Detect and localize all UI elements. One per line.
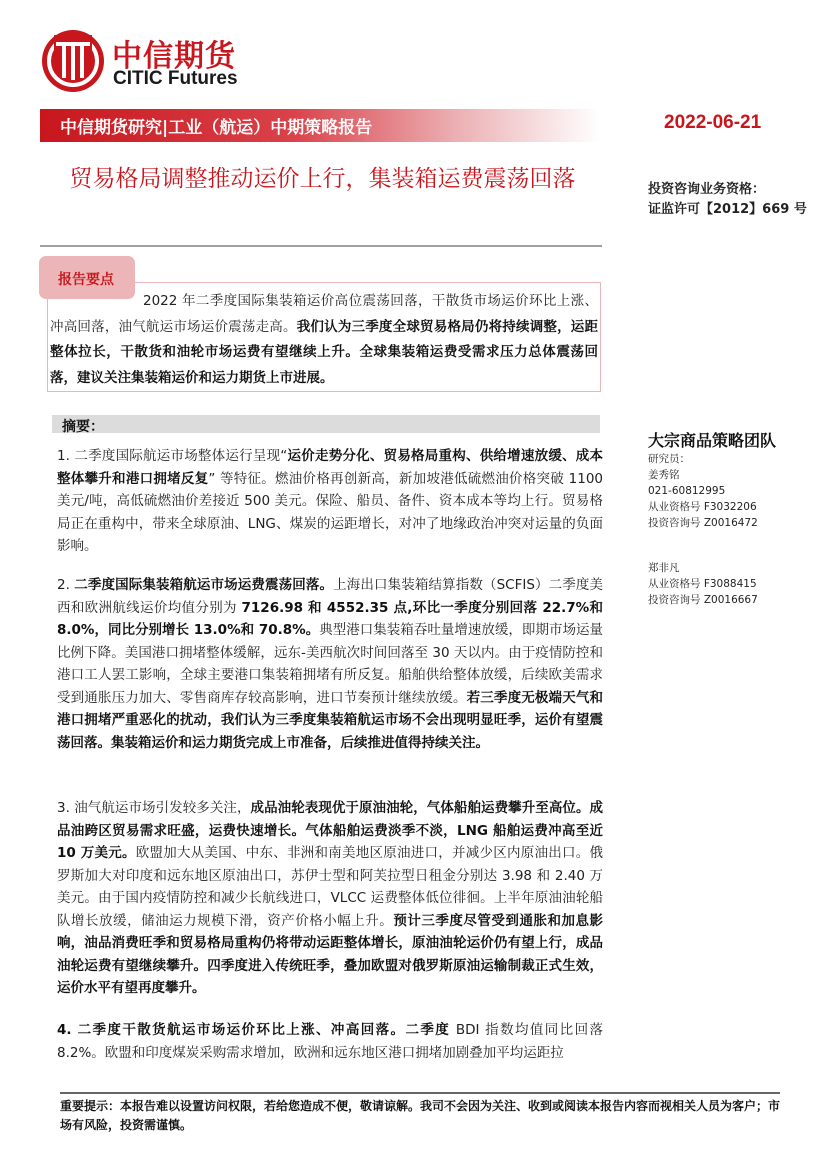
license-line-2: 证监许可【2012】669 号 [648, 202, 807, 217]
analyst-2-qualification: 从业资格号 F3088415 [648, 578, 757, 590]
p2-index: 2. [57, 577, 75, 593]
p4-highlight: 4. 二季度干散货航运市场运价环比上涨、冲高回落。二季度 [57, 1022, 451, 1038]
analyst-2-advisory-id: 投资咨询号 Z0016667 [648, 594, 758, 606]
p4-text: BDI 指数均值同比回落 8.2%。欧盟和印度煤炭采购需求增加，欧洲和远东地区港口拥堵加剧叠加平均运距拉 [57, 1022, 603, 1061]
title-divider [40, 245, 602, 247]
report-title: 贸易格局调整推动运价上行，集装箱运费震荡回落 [69, 166, 576, 192]
p1-text: 1. 二季度国际航运市场整体运行呈现“ [57, 448, 288, 464]
report-series-title: 中信期货研究|工业（航运）中期策略报告 [60, 118, 373, 138]
key-points-label: 报告要点 [58, 272, 114, 288]
citic-logo-icon [40, 28, 106, 94]
analyst-1-name: 姜秀铭 [648, 469, 680, 481]
key-points-text [50, 289, 598, 391]
abstract-label: 摘要： [62, 419, 104, 435]
key-points-view: 我们认为三季度全球贸易格局仍将持续调整，运距整体拉长，干散货和油轮市场运费有望继续上升。全球集装箱运费受需求压力总体震荡回落，建议关注集装箱运价和运力期货上市进展。 [50, 318, 599, 386]
license-info [648, 180, 807, 220]
license-line-1: 投资咨询业务资格： [648, 182, 766, 197]
p3-text-rest: 欧盟加大从美国、中东、非洲和南美地区原油进口，并减少区内原油出口。俄罗斯加大对印度和远东地区原油出口，苏伊士型和阿芙拉型日租金分别达 3.98 和 2.40 万美元。由于国内疫情防控和减少长航线进口，VLCC 运费整体低位徘徊。上半年原油油轮船队增长放缓，储油运力规模下滑，资产价格小幅上升。 [57, 845, 603, 929]
abstract-paragraph-1 [57, 445, 603, 558]
p2-figures: 7126.98 和 4552.35 点,环比一季度分别回落 22.7%和 8.0%，同比分别增长 13.0%和 70.8%。 [57, 599, 603, 638]
p3-text: 3. 油气航运市场引发较多关注， [57, 800, 251, 816]
p2-outlook: 若三季度无极端天气和港口拥堵严重恶化的扰动，我们认为三季度集装箱航运市场不会出现明显旺季，运价有望震荡回落。集装箱运价和运力期货完成上市准备，后续推进值得持续关注。 [57, 689, 604, 751]
brand-name-en: CITIC Futures [113, 68, 238, 89]
analyst-2-name: 郑非凡 [648, 562, 680, 574]
p1-highlight: 运价走势分化、贸易格局重构、供给增速放缓、成本整体攀升和港口拥堵反复 [57, 448, 604, 487]
key-points-summary: 2022 年二季度国际集装箱运价高位震荡回落，干散货市场运价环比上涨、冲高回落，油气航运市场运价震荡走高。 [50, 293, 598, 335]
p3-outlook: 预计三季度尽管受到通胀和加息影响，油品消费旺季和贸易格局重构仍将带动运距整体增长，原油油轮运价仍有望上行，成品油轮运费有望继续攀升。四季度进入传统旺季，叠加欧盟对俄罗斯原油运输制裁正式生效，运价水平有望再度攀升。 [57, 912, 604, 996]
analyst-1 [648, 451, 758, 531]
analyst-2 [648, 560, 758, 608]
p2-text-rest: 典型港口集装箱吞吐量增速放缓，即期市场运量比例下降。美国港口拥堵整体缓解，远东-美西航次时间回落至 30 天以内。由于疫情防控和港口工人罢工影响，全球主要港口集装箱拥堵有所反复。船舶供给整体放缓，后续欧美需求受到通胀压力加大、零售商库存较高影响，进口节奏预计继续放缓。 [57, 622, 604, 706]
footer-disclaimer: 重要提示：本报告难以设置访问权限，若给您造成不便，敬请谅解。我司不会因为关注、收到或阅读本报告内容而视相关人员为客户；市场有风险，投资需谨慎。 [60, 1099, 781, 1132]
abstract-paragraph-3 [57, 797, 603, 1000]
p2-highlight: 二季度国际集装箱航运市场运费震荡回落。 [74, 577, 334, 593]
p3-highlight: 成品油轮表现优于原油油轮，气体船舶运费攀升至高位。成品油跨区贸易需求旺盛，运费快速增长。气体船舶运费淡季不淡，LNG 船舶运费冲高至近 10 万美元。 [57, 800, 604, 861]
abstract-paragraph-4 [57, 1019, 603, 1064]
report-date: 2022-06-21 [664, 112, 762, 133]
p1-text-rest: ” 等特征。燃油价格再创新高，新加坡港低硫燃油价格突破 1100 美元/吨，高低硫燃油价差接近 500 美元。保险、船员、备件、资本成本等均上行。贸易格局正在重构中，带来全球原油、LNG、煤炭的运距增长，对冲了地缘政治冲突对运量的负面影响。 [57, 470, 604, 554]
p2-text: 上海出口集装箱结算指数（SCFIS）二季度美西和欧洲航线运价均值分别为 [57, 577, 604, 616]
abstract-paragraph-2 [57, 574, 603, 754]
analyst-1-phone: 021-60812995 [648, 485, 726, 497]
analyst-1-qualification: 从业资格号 F3032206 [648, 501, 757, 513]
analyst-1-advisory-id: 投资咨询号 Z0016472 [648, 517, 758, 529]
brand-name-cn: 中信期货 [112, 39, 236, 74]
abstract-bar [52, 415, 600, 433]
team-title: 大宗商品策略团队 [648, 431, 777, 450]
analyst-role: 研究员： [648, 453, 690, 465]
footer-divider [60, 1092, 780, 1094]
